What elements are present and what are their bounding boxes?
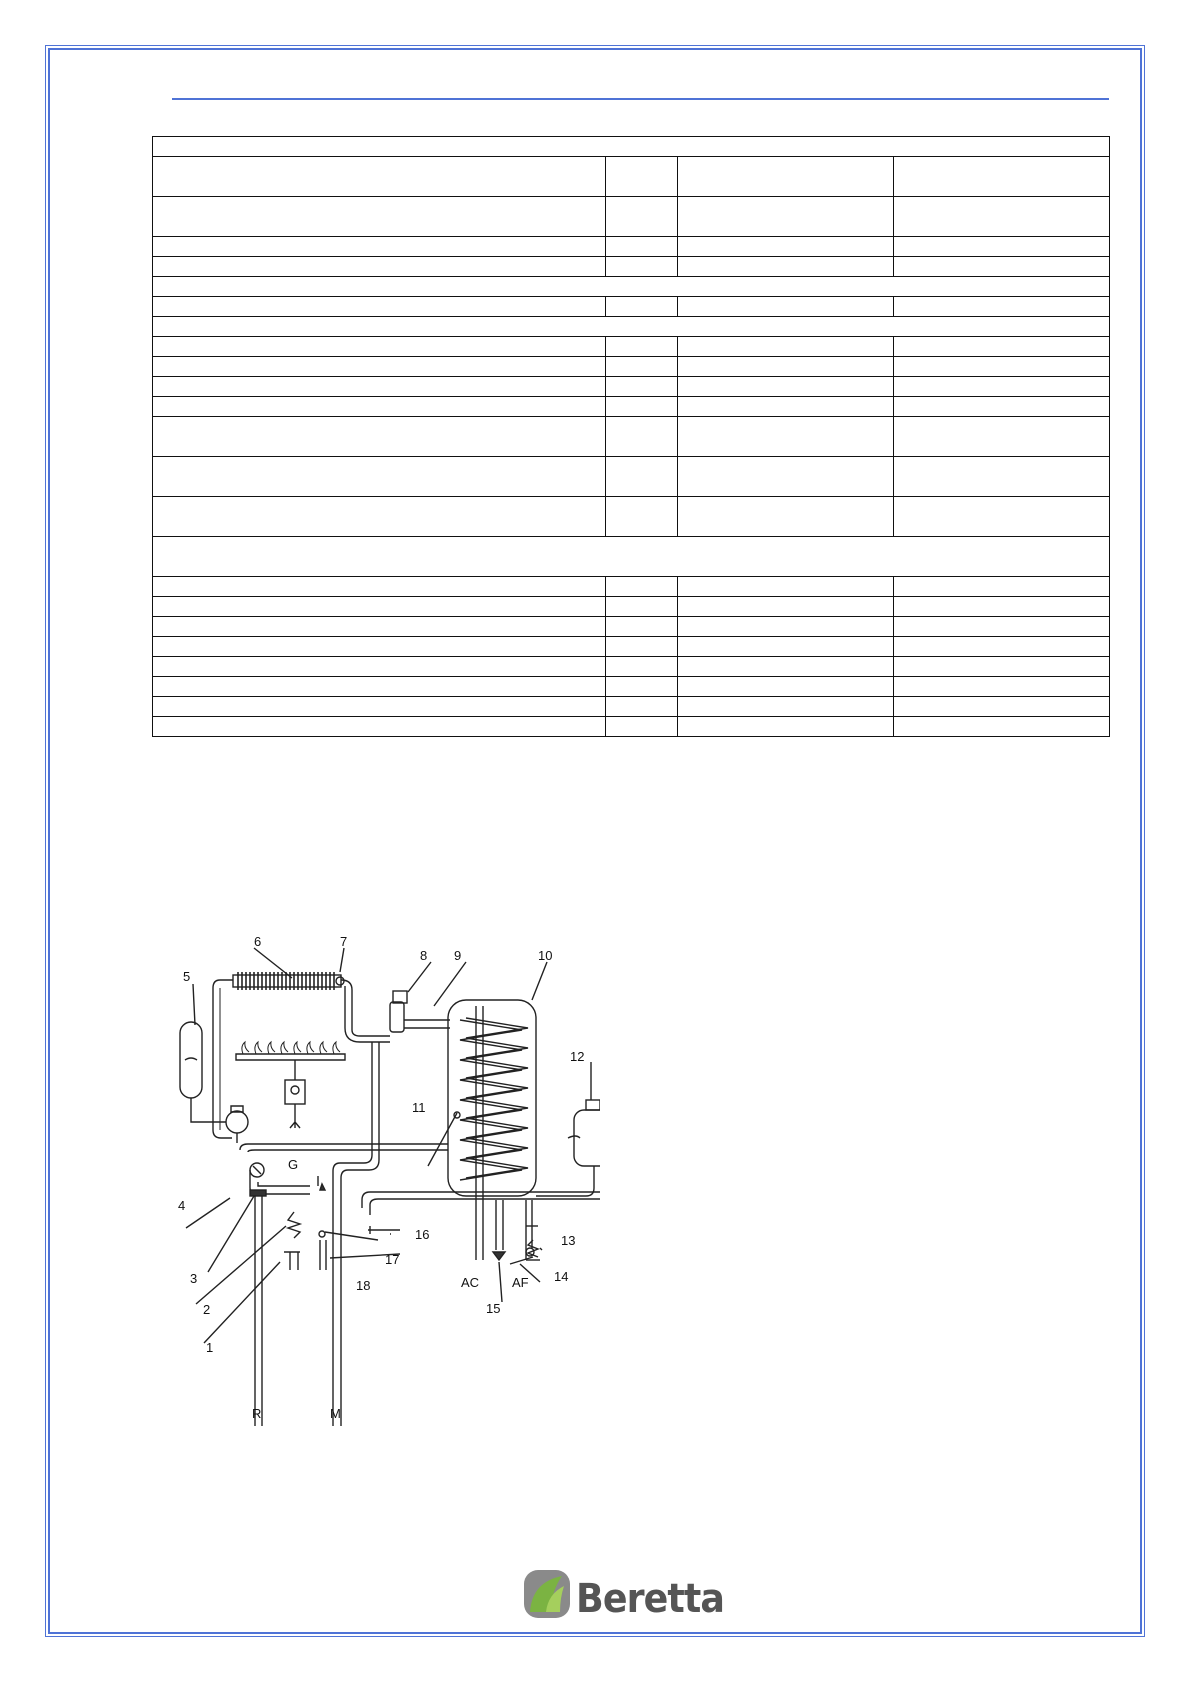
table-cell [606, 157, 678, 197]
label-10: 10 [538, 948, 553, 963]
table-row [153, 157, 1110, 197]
table-row [153, 257, 1110, 277]
table-cell [606, 457, 678, 497]
label-m: M [330, 1406, 341, 1421]
table-cell [153, 237, 606, 257]
table-cell [678, 717, 894, 737]
table-cell [894, 237, 1110, 257]
table-row [153, 537, 1110, 577]
table-cell [606, 637, 678, 657]
table-cell [606, 257, 678, 277]
label-8: 8 [420, 948, 428, 963]
table-row [153, 577, 1110, 597]
table-row [153, 417, 1110, 457]
bypass-18 [319, 1231, 325, 1237]
label-2: 2 [203, 1302, 211, 1317]
table-row [153, 497, 1110, 537]
table-cell [678, 617, 894, 637]
table-cell [894, 457, 1110, 497]
drain-valve-3 [250, 1190, 266, 1196]
label-9: 9 [454, 948, 462, 963]
table-cell [894, 617, 1110, 637]
data-table [152, 136, 1110, 737]
table-section-cell [153, 317, 1110, 337]
table-cell [678, 597, 894, 617]
table-cell [894, 577, 1110, 597]
table-cell [606, 617, 678, 637]
table-row [153, 637, 1110, 657]
table-cell [678, 197, 894, 237]
table-cell [678, 497, 894, 537]
table-cell [678, 357, 894, 377]
table-cell [678, 657, 894, 677]
table-row [153, 597, 1110, 617]
table-cell [153, 457, 606, 497]
label-af: AF [512, 1275, 529, 1290]
table-section-cell [153, 277, 1110, 297]
table-cell [606, 397, 678, 417]
table-cell [153, 377, 606, 397]
table-cell [606, 677, 678, 697]
table-cell [678, 457, 894, 497]
table-cell [153, 717, 606, 737]
table-cell [153, 397, 606, 417]
table-cell [894, 377, 1110, 397]
table-cell [606, 717, 678, 737]
label-16: 16 [415, 1227, 430, 1242]
boiler-schematic-diagram [160, 920, 600, 1440]
table-row [153, 237, 1110, 257]
beretta-logo [522, 1568, 727, 1622]
table-cell [894, 497, 1110, 537]
table-cell [678, 697, 894, 717]
table-cell [894, 677, 1110, 697]
dhw-expansion-vessel [574, 1110, 600, 1166]
table-cell [606, 597, 678, 617]
table-cell [678, 677, 894, 697]
table-row [153, 297, 1110, 317]
label-ac: AC [461, 1275, 480, 1290]
table-row [153, 377, 1110, 397]
table-row [153, 677, 1110, 697]
table-cell [894, 717, 1110, 737]
label-18: 18 [356, 1278, 371, 1293]
label-g: G [288, 1157, 299, 1172]
table-cell [894, 657, 1110, 677]
circulation-pump [226, 1111, 248, 1133]
table-cell [153, 197, 606, 237]
table-cell [678, 297, 894, 317]
table-row [153, 137, 1110, 157]
table-cell [606, 417, 678, 457]
heating-coil [460, 1018, 528, 1180]
table-cell [153, 677, 606, 697]
table-cell [678, 417, 894, 457]
burner-manifold [236, 1054, 345, 1060]
label-15: 15 [486, 1301, 501, 1316]
table-cell [606, 197, 678, 237]
table-cell [894, 397, 1110, 417]
expansion-vessel [180, 1022, 202, 1098]
table-cell [606, 497, 678, 537]
table-cell [678, 377, 894, 397]
table-row [153, 337, 1110, 357]
table-cell [606, 297, 678, 317]
label-5: 5 [183, 969, 191, 984]
table-cell [894, 157, 1110, 197]
table-cell [153, 577, 606, 597]
table-row [153, 617, 1110, 637]
table-cell [606, 237, 678, 257]
table-cell [678, 257, 894, 277]
table-row [153, 717, 1110, 737]
table-cell [894, 337, 1110, 357]
table-row [153, 397, 1110, 417]
table-cell [153, 297, 606, 317]
label-7: 7 [340, 934, 348, 949]
table-cell [894, 597, 1110, 617]
label-12: 12 [570, 1049, 585, 1064]
table-row [153, 657, 1110, 677]
table-cell [153, 617, 606, 637]
header-rule [172, 98, 1109, 100]
table-row [153, 457, 1110, 497]
table-cell [678, 577, 894, 597]
table-row [153, 197, 1110, 237]
cylinder-drain-15 [493, 1252, 505, 1260]
table-cell [678, 157, 894, 197]
table-row [153, 697, 1110, 717]
table-cell [153, 337, 606, 357]
table-cell [606, 377, 678, 397]
table-cell [894, 257, 1110, 277]
valve-motor-8 [393, 991, 407, 1003]
table-row [153, 277, 1110, 297]
table-section-cell [153, 137, 1110, 157]
table-cell [153, 597, 606, 617]
table-row [153, 357, 1110, 377]
table-cell [678, 397, 894, 417]
table-cell [153, 157, 606, 197]
table-cell [153, 497, 606, 537]
table-cell [606, 357, 678, 377]
table-cell [153, 657, 606, 677]
table-cell [153, 357, 606, 377]
table-cell [894, 357, 1110, 377]
table-cell [606, 577, 678, 597]
table-cell [153, 697, 606, 717]
table-cell [606, 657, 678, 677]
logo-wordmark: Beretta [576, 1576, 724, 1622]
label-13: 13 [561, 1233, 576, 1248]
label-14: 14 [554, 1269, 569, 1284]
table-cell [678, 337, 894, 357]
burner-flames [242, 1042, 340, 1054]
table-cell [894, 197, 1110, 237]
label-4: 4 [178, 1198, 186, 1213]
diverter-valve [390, 1002, 404, 1032]
table-cell [606, 337, 678, 357]
table-cell [894, 417, 1110, 457]
gas-valve [285, 1080, 305, 1104]
table-cell [678, 237, 894, 257]
table-cell [894, 697, 1110, 717]
table-section-cell [153, 537, 1110, 577]
label-6: 6 [254, 934, 262, 949]
label-17: 17 [385, 1252, 400, 1267]
table-cell [153, 637, 606, 657]
table-cell [894, 297, 1110, 317]
table-cell [606, 697, 678, 717]
table-row [153, 317, 1110, 337]
table-cell [894, 637, 1110, 657]
table-cell [678, 637, 894, 657]
table-cell [153, 257, 606, 277]
label-r: R [252, 1406, 262, 1421]
label-3: 3 [190, 1271, 198, 1286]
label-11: 11 [412, 1100, 426, 1115]
table-cell [153, 417, 606, 457]
label-1: 1 [206, 1340, 214, 1355]
